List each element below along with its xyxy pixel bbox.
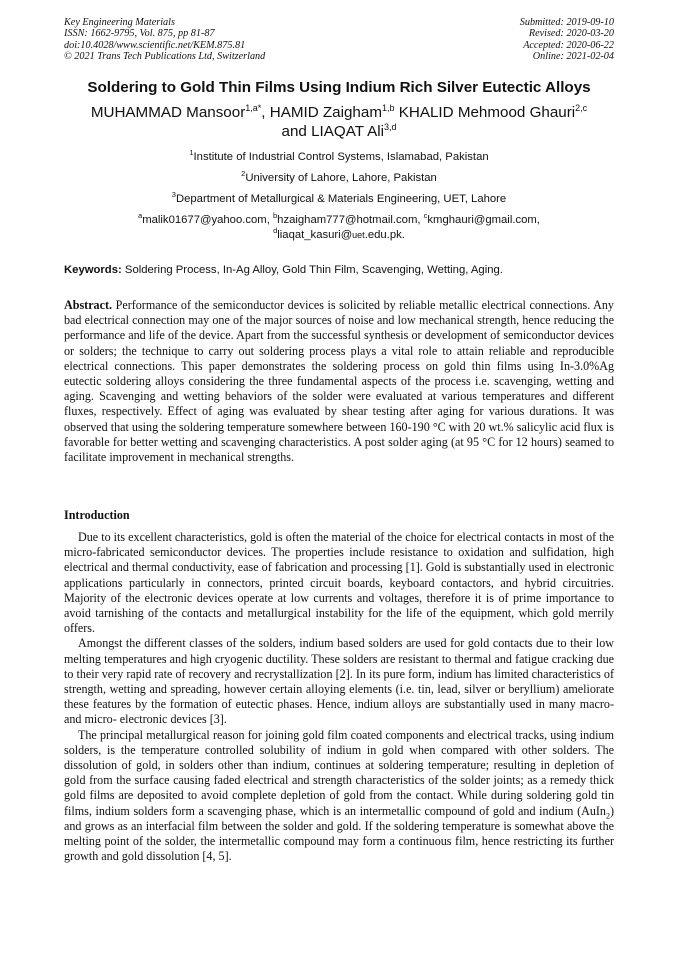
author-superscript: 1,b [381, 102, 395, 113]
introduction-body [64, 530, 614, 864]
journal-copyright: © 2021 Trans Tech Publications Ltd, Switzerland [64, 51, 266, 63]
date-submitted: Submitted: 2019-09-10 [519, 17, 614, 28]
affiliation [0, 169, 678, 184]
date-revised: Revised: 2020-03-20 [528, 28, 614, 40]
email-d-user: liaqat_kasuri@ [277, 229, 353, 241]
keywords-label: Keywords: [64, 264, 122, 276]
intro-paragraph-3-part-b: ) and grows as an interfacial film between the solder and gold. If the soldering temperature is somewhat above the melting point of the solder, the intermetallic compound may form a continuous film, hence restricting its further growth and gold dissolution [4, 5]. [64, 803, 614, 864]
affiliation [0, 148, 678, 163]
affiliation-number: 3 [171, 190, 176, 200]
email-a: malik01677@yahoo.com, [142, 214, 270, 226]
keywords-text: Soldering Process, In-Ag Alloy, Gold Thin Film, Scavenging, Wetting, Aging. [124, 264, 503, 276]
author-list [40, 103, 638, 141]
email-marker: c [423, 211, 428, 221]
email-marker: d [273, 226, 278, 236]
intro-paragraph-3-part-a: The principal metallurgical reason for joining gold film coated components and electrical tracks, using indium solders, is the temperature controlled solubility of indium in gold when compared with other solders. The dissolution of gold, in solders other than indium, continues at soldering temperature; resulting in depletion of gold from the surface causing faded electrical and strength characteristics of the solder joints; as a remedy thick gold films are deposited to avoid complete depletion of gold from the contact. While during soldering gold tin films, indium solders form a scavenging phase, which is an intermetallic compound of gold and indium (AuIn [64, 727, 614, 818]
author-superscript: 2,c [575, 102, 588, 113]
intro-paragraph-3 [64, 728, 614, 865]
journal-issn: ISSN: 1662-9795, Vol. 875, pp 81-87 [64, 28, 215, 40]
affiliation-number: 2 [241, 169, 246, 179]
keywords-line [64, 264, 616, 276]
section-heading-introduction: Introduction [64, 508, 130, 522]
affiliation-text: Department of Metallurgical & Materials Engineering, UET, Lahore [175, 193, 507, 205]
abstract-label: Abstract. [64, 298, 113, 312]
affiliation-text: University of Lahore, Lahore, Pakistan [245, 172, 437, 184]
email-c: kmghauri@gmail.com, [427, 214, 540, 226]
email-d-rest: .edu.pk. [364, 229, 405, 241]
author-name: LIAQAT Ali [311, 123, 384, 140]
affiliation-text: Institute of Industrial Control Systems, Islamabad, Pakistan [193, 151, 489, 163]
submission-dates [520, 17, 614, 63]
email-b: hzaigham777@hotmail.com, [277, 214, 421, 226]
subscript: 2 [605, 811, 610, 821]
date-online: Online: 2021-02-04 [532, 51, 614, 63]
abstract [64, 298, 614, 465]
author-emails [0, 213, 678, 243]
author-name: MUHAMMAD Mansoor [90, 104, 246, 121]
affiliation [0, 190, 678, 205]
email-marker: a [138, 211, 143, 221]
affiliation-number: 1 [189, 148, 194, 158]
author-name: HAMID Zaigham [269, 104, 382, 121]
journal-info [64, 17, 265, 63]
email-d [277, 229, 405, 241]
journal-name: Key Engineering Materials [64, 17, 175, 28]
author-superscript: 3,d [383, 121, 397, 132]
abstract-text: Performance of the semiconductor devices is solicited by reliable metallic electrical connections. Any bad electrical connection may one of the major sources of noise and low mechanical strength, hence reducing the performance and life of the device. Apart from the successful synthesis or development of semiconductor devices or solders; the technique to carry out soldering process plays a vital role to attain reliable and reproducible electrical connections. This paper demonstrates the soldering process on gold thin films using In-3.0%Ag eutectic soldering alloys considering the three fundamental aspects of the process i.e. scavenging, wetting and aging. Scavenging and wetting behaviors of the solder were evaluated at various temperatures and different fluxes, respectively. Effect of aging was evaluated by shear testing after aging for various durations. It was observed that using the soldering temperature somewhere between 160-190 °C with 20 wt.% salicylic acid flux is favorable for better wetting and scavenging characteristics. A post solder aging (at 95 °C for 12 hours) seamed to facilitate improvement in mechanical strengths. [64, 298, 614, 465]
author-superscript: 1,a* [245, 102, 262, 113]
email-d-domain: uet [352, 230, 365, 240]
journal-doi: doi:10.4028/www.scientific.net/KEM.875.81 [64, 39, 246, 51]
date-accepted: Accepted: 2020-06-22 [523, 39, 614, 51]
author-separator: and [281, 123, 312, 140]
paper-title: Soldering to Gold Thin Films Using Indium Rich Silver Eutectic Alloys [87, 79, 591, 96]
author-name: KHALID Mehmood Ghauri [398, 104, 576, 121]
intro-paragraph-1: Due to its excellent characteristics, gold is often the material of the choice for electrical contacts in most of the micro-fabricated semiconductor devices. The properties include resistance to oxidation and sulfidation, high electrical and thermal conductivity, ease of fabrication and processing [1]. Gold is substantially used in electronic applications particularly in connectors, printed circuit boards, keyboard contactors, and hybrid circuitries. Majority of the electronic devices operate at low currents and voltages, therefore it is of prime importance to avoid tarnishing of the contacts and metallurgical instability for the life of the equipment, which gold merrily offers. [64, 530, 614, 636]
email-marker: b [273, 211, 278, 221]
author-separator: , [261, 104, 270, 121]
intro-paragraph-2: Amongst the different classes of the solders, indium based solders are used for gold contacts due to their low melting temperatures and high cryogenic ductility. These solders are resistant to thermal and fatigue cracking due to their very rapid rate of recovery and recrystallization [2]. In its pure form, indium has limited characteristics of strength, wetting and spreading, however certain alloying elements (i.e. tin, lead, silver or beryllium) ameliorate these features by the formation of eutectic phases. Hence, indium alloys are substantially used in many macro- and micro- electronic devices [3]. [64, 636, 614, 727]
